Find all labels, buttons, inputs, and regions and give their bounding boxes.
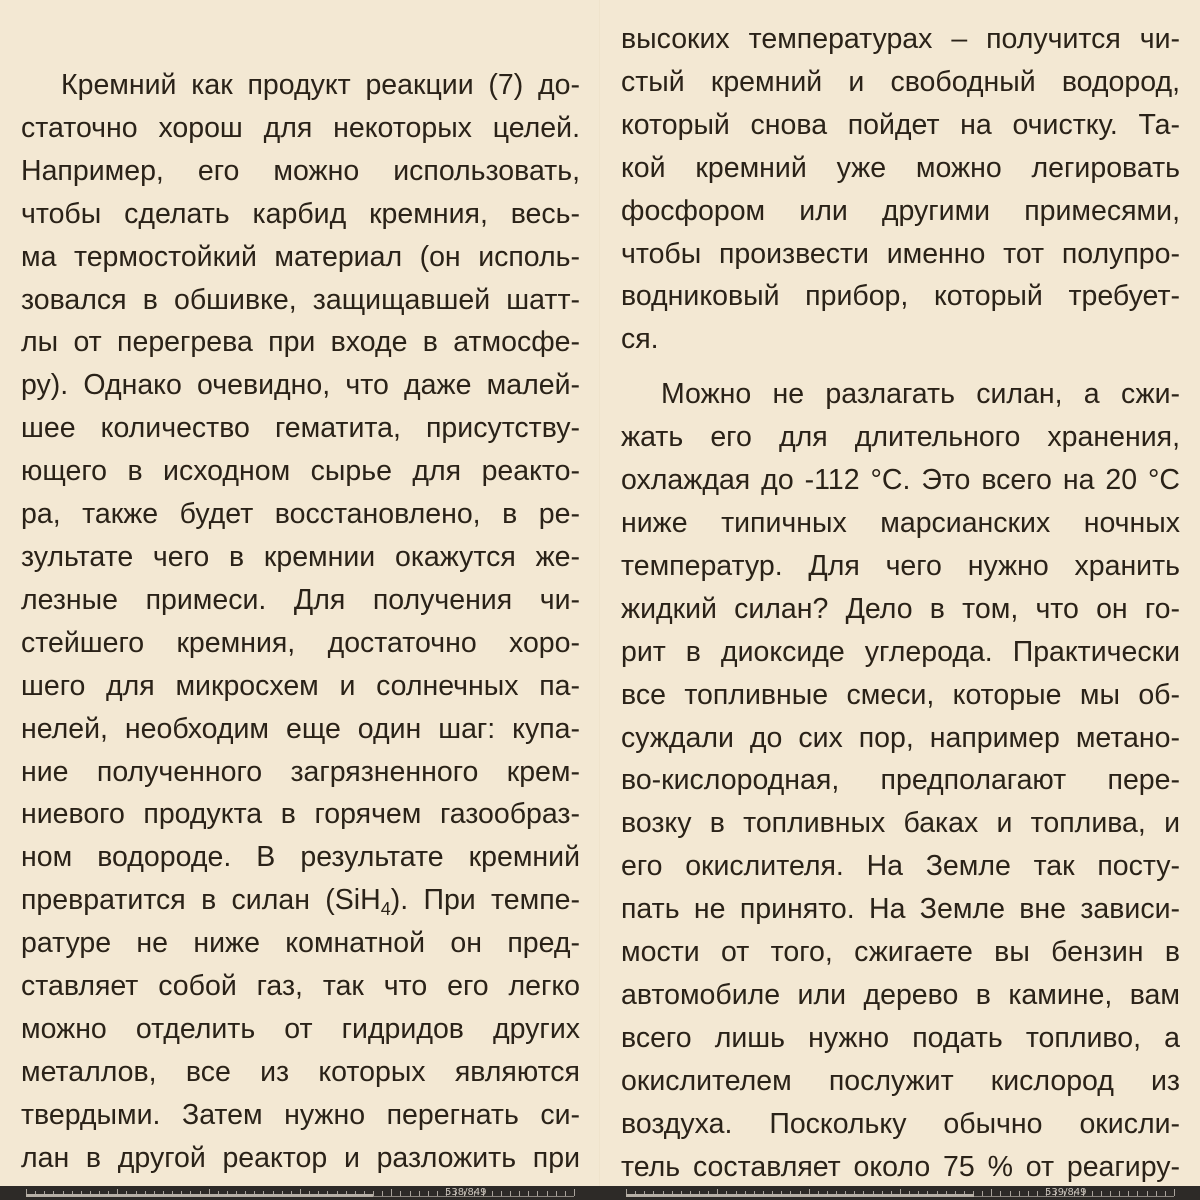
text-line: чтобы произвести именно тот полупро- (621, 237, 1180, 270)
text-line: возку в топливных баках и топлива, и (621, 807, 1180, 840)
text-line: ставляет собой газ, так что его легко (21, 970, 580, 1003)
text-line: его окислителя. На Земле так посту- (621, 850, 1180, 883)
text-line: ся. (621, 323, 659, 356)
progress-tick (1147, 1191, 1148, 1196)
progress-tick (1092, 1191, 1093, 1196)
progress-tick (1119, 1191, 1120, 1196)
text-line: всего лишь нужно подать топливо, а (621, 1021, 1180, 1054)
progress-tick (1101, 1191, 1102, 1196)
text-line: ру). Однако очевидно, что даже малей- (21, 369, 580, 402)
progress-tick (501, 1191, 502, 1196)
progress-tick (519, 1191, 520, 1196)
text-line: который снова пойдет на очистку. Та- (621, 108, 1180, 141)
text-line (21, 879, 580, 922)
right-page-footer (600, 1186, 1200, 1200)
progress-tick (382, 1191, 383, 1196)
right-page[interactable] (600, 0, 1200, 1186)
right-page-paragraph-1 (621, 18, 1180, 361)
progress-tick (565, 1191, 566, 1196)
progress-tick (991, 1189, 992, 1196)
progress-tick (556, 1191, 557, 1196)
text-line: все топливные смеси, которые мы об- (621, 678, 1180, 711)
progress-tick (547, 1191, 548, 1196)
text-line: лан в другой реактор и разложить при (21, 1141, 580, 1174)
text-line: ющего в исходном сырье для реакто- (21, 455, 580, 488)
progress-tick (510, 1191, 511, 1196)
progress-tick (1019, 1191, 1020, 1196)
text-line: охлаждая до -112 °С. Это всего на 20 °С (621, 464, 1180, 497)
text-line: окислителем послужит кислород из (621, 1064, 1180, 1097)
text-line: водниковый прибор, который требует- (621, 280, 1180, 313)
progress-tick (1010, 1191, 1011, 1196)
text-line: зультате чего в кремнии окажутся же- (21, 540, 580, 573)
left-progress-bar (26, 1194, 373, 1197)
text-line: Кремний как продукт реакции (7) до- (61, 69, 580, 101)
right-progress-bar (626, 1194, 974, 1197)
progress-tick (373, 1191, 374, 1196)
text-line: жать его для длительного хранения, (621, 421, 1180, 454)
text-line: фосфором или другими примесями, (621, 194, 1180, 227)
text-line: высоких температурах – получится чи- (621, 23, 1180, 55)
progress-tick (1165, 1191, 1166, 1196)
progress-tick (1137, 1191, 1138, 1196)
text-line: ниевого продукта в горячем газообраз- (21, 798, 580, 831)
progress-tick (1000, 1191, 1001, 1196)
progress-tick (574, 1189, 575, 1196)
text-line: жидкий силан? Дело в том, что он го- (621, 592, 1180, 625)
text-fragment: превратится в силан (SiH (21, 884, 381, 917)
progress-tick (982, 1191, 983, 1196)
paragraph-gap (621, 361, 1180, 373)
text-line: тель составляет около 75 % от реагиру- (621, 1150, 1180, 1183)
progress-tick (410, 1191, 411, 1196)
progress-tick (528, 1191, 529, 1196)
text-line: металлов, все из которых являются (21, 1055, 580, 1088)
left-page-text (21, 64, 580, 1180)
text-line: суждали до сих пор, например метано- (621, 721, 1180, 754)
left-page-footer (0, 1186, 600, 1200)
right-page-paragraph-2 (621, 373, 1180, 1186)
text-line: рит в диоксиде углерода. Практически (621, 635, 1180, 668)
subscript: 4 (380, 899, 391, 920)
text-line: ра, также будет восстановлено, в ре- (21, 498, 580, 531)
progress-tick (537, 1191, 538, 1196)
progress-tick (1128, 1191, 1129, 1196)
text-line: можно отделить от гидридов других (21, 1012, 580, 1045)
progress-tick (391, 1189, 392, 1196)
text-line: кой кремний уже можно легировать (621, 151, 1180, 184)
progress-tick (437, 1191, 438, 1196)
progress-tick (428, 1191, 429, 1196)
text-line: ном водороде. В результате кремний (21, 841, 580, 874)
text-line: автомобиле или дерево в камине, вам (621, 978, 1180, 1011)
text-line: стый кремний и свободный водород, (621, 65, 1180, 98)
progress-tick (1110, 1191, 1111, 1196)
progress-tick (1028, 1191, 1029, 1196)
progress-tick (1037, 1191, 1038, 1196)
left-page-number: 538/849 (445, 1187, 487, 1198)
text-line: чтобы сделать карбид кремния, весь- (21, 197, 580, 230)
progress-tick (419, 1191, 420, 1196)
text-line: Например, его можно использовать, (21, 154, 580, 187)
text-line: лезные примеси. Для получения чи- (21, 583, 580, 616)
text-line: зовался в обшивке, защищавшей шатт- (21, 283, 580, 316)
left-page[interactable] (0, 0, 600, 1186)
text-line: нелей, необходим еще один шаг: купа- (21, 712, 580, 745)
progress-tick (1156, 1191, 1157, 1196)
text-line: стейшего кремния, достаточно хоро- (21, 626, 580, 659)
text-line: пать не принято. На Земле вне зависи- (621, 893, 1180, 926)
progress-tick (1174, 1189, 1175, 1196)
progress-tick (400, 1191, 401, 1196)
text-line: шего для микросхем и солнечных па- (21, 669, 580, 702)
text-line: статочно хорош для некоторых целей. (21, 111, 580, 144)
progress-tick (492, 1191, 493, 1196)
text-line: шее количество гематита, присутству- (21, 412, 580, 445)
text-line: температур. Для чего нужно хранить (621, 549, 1180, 582)
text-line: ниже типичных марсианских ночных (621, 506, 1180, 539)
text-line: мости от того, сжигаете вы бензин в (621, 936, 1180, 969)
text-line: ние полученного загрязненного крем- (21, 755, 580, 788)
text-line: ма термостойкий материал (он исполь- (21, 240, 580, 273)
text-line: Можно не разлагать силан, а сжи- (661, 378, 1180, 411)
text-line: ратуре не ниже комнатной он пред- (21, 927, 580, 960)
right-page-number: 539/849 (1045, 1187, 1087, 1198)
text-fragment: ). При темпе- (390, 884, 581, 917)
text-line: лы от перегрева при входе в атмосфе- (21, 326, 580, 359)
text-line: твердыми. Затем нужно перегнать си- (21, 1098, 580, 1131)
text-line: воздуха. Поскольку обычно окисли- (621, 1107, 1180, 1140)
text-line: во-кислородная, предполагают пере- (621, 764, 1180, 797)
